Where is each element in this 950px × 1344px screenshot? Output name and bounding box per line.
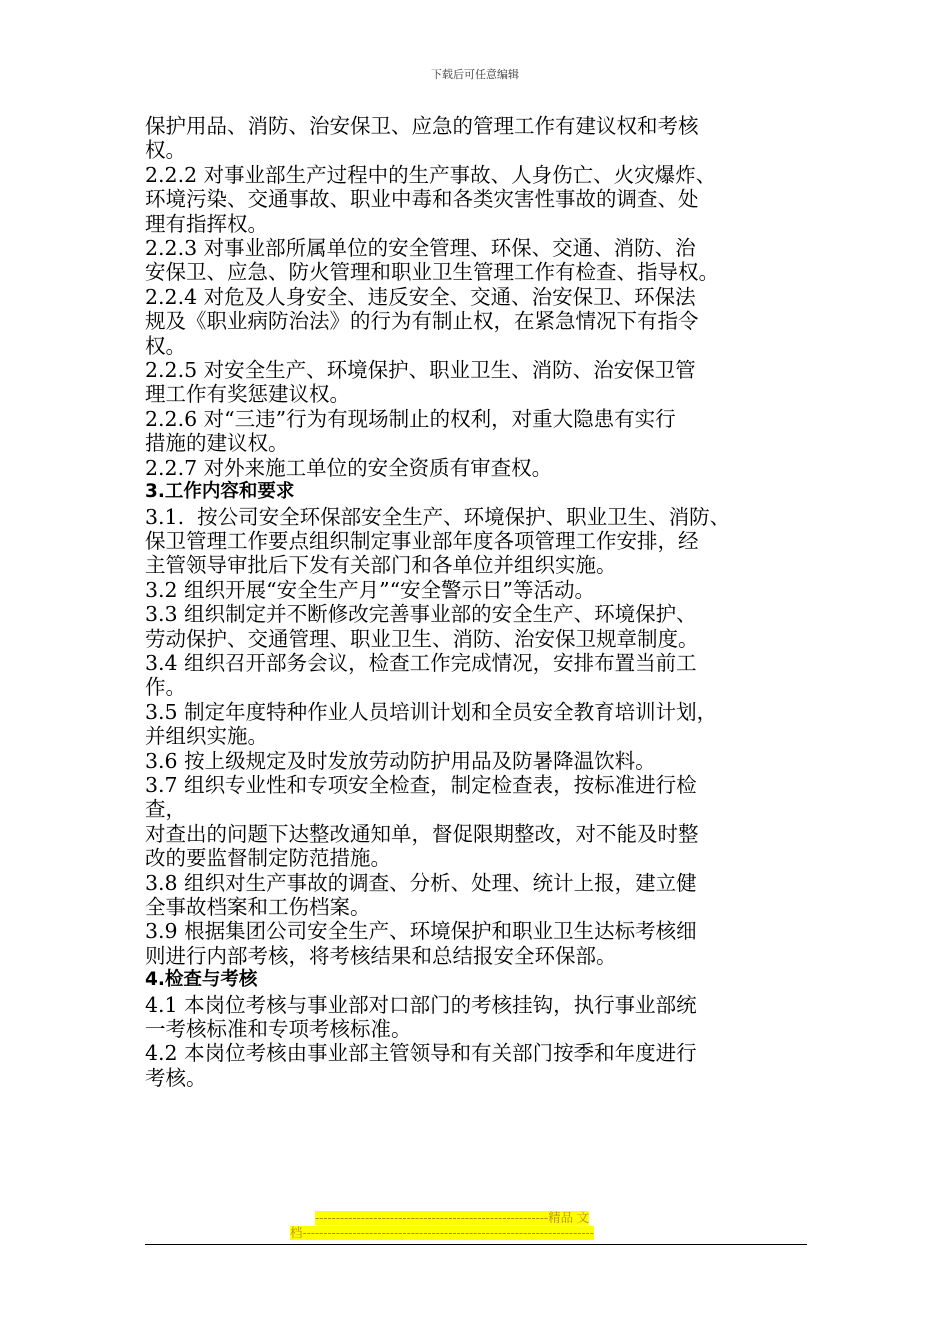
text-line: 理工作有奖惩建议权。	[145, 382, 350, 407]
text-line: 4.1 本岗位考核与事业部对口部门的考核挂钩，执行事业部统	[145, 992, 697, 1017]
text-line: 3.5 制定年度特种作业人员培训计划和全员安全教育培训计划，	[145, 699, 718, 724]
text-line: 考核。	[145, 1065, 207, 1090]
text-line: 劳动保护、交通管理、职业卫生、消防、治安保卫规章制度。	[145, 626, 699, 651]
section-heading: 4.检查与考核	[145, 969, 258, 991]
text-line: 查，	[145, 797, 186, 822]
text-line: 改的要监督制定防范措施。	[145, 846, 391, 871]
text-line: 安保卫、应急、防火管理和职业卫生管理工作有检查、指导权。	[145, 260, 719, 285]
text-line: 作。	[145, 675, 186, 700]
text-line: 3.6 按上级规定及时发放劳动防护用品及防暑降温饮料。	[145, 748, 656, 773]
text-line: 2.2.6 对“三违”行为有现场制止的权利，对重大隐患有实行	[145, 406, 676, 431]
text-line: 2.2.5 对安全生产、环境保护、职业卫生、消防、治安保卫管	[145, 358, 696, 383]
footer-rule	[145, 1244, 807, 1245]
text-line: 对查出的问题下达整改通知单，督促限期整改，对不能及时整	[145, 821, 699, 846]
text-line: 一考核标准和专项考核标准。	[145, 1017, 412, 1042]
text-line: 措施的建议权。	[145, 431, 289, 456]
page-footer	[290, 1211, 662, 1241]
text-line: 2.2.4 对危及人身安全、违反安全、交通、治安保卫、环保法	[145, 284, 696, 309]
text-line: 环境污染、交通事故、职业中毒和各类灾害性事故的调查、处	[145, 187, 699, 212]
text-line: 保护用品、消防、治安保卫、应急的管理工作有建议权和考核	[145, 114, 699, 138]
text-line: 2.2.2 对事业部生产过程中的生产事故、人身伤亡、火灾爆炸、	[145, 162, 717, 187]
section-heading: 3.工作内容和要求	[145, 481, 295, 503]
text-line: 3.3 组织制定并不断修改完善事业部的安全生产、环境保护、	[145, 602, 697, 627]
text-line: 权。	[145, 333, 186, 358]
text-line: 理有指挥权。	[145, 211, 268, 236]
text-line: 全事故档案和工伤档案。	[145, 895, 371, 919]
text-line: 权。	[145, 138, 186, 163]
text-line: 2.2.7 对外来施工单位的安全资质有审查权。	[145, 455, 553, 480]
text-line: 3.2 组织开展“安全生产月”“安全警示日”等活动。	[145, 577, 596, 602]
page-header: 下载后可任意编辑	[431, 68, 519, 81]
text-line: 4.2 本岗位考核由事业部主管领导和有关部门按季和年度进行	[145, 1041, 697, 1066]
text-line: 主管领导审批后下发有关部门和各单位并组织实施。	[145, 553, 617, 578]
text-line: 则进行内部考核，将考核结果和总结报安全环保部。	[145, 943, 617, 968]
text-line: 3.4 组织召开部务会议，检查工作完成情况，安排布置当前工	[145, 650, 697, 675]
text-line: 3.1. 按公司安全环保部安全生产、环境保护、职业卫生、消防、	[145, 504, 731, 529]
text-line: 3.8 组织对生产事故的调查、分析、处理、统计上报，建立健	[145, 870, 697, 895]
footer-line-2: 档----------------------------------------------------------------------	[290, 1226, 594, 1240]
document-body	[145, 114, 810, 1090]
text-line: 规及《职业病防治法》的行为有制止权，在紧急情况下有指令	[145, 309, 699, 334]
footer-line-1: --------------------------------------------------------精品 文	[315, 1211, 590, 1225]
text-line: 3.9 根据集团公司安全生产、环境保护和职业卫生达标考核细	[145, 919, 697, 944]
text-line: 3.7 组织专业性和专项安全检查，制定检查表，按标准进行检	[145, 772, 697, 797]
text-line: 保卫管理工作要点组织制定事业部年度各项管理工作安排，经	[145, 528, 699, 553]
text-line: 2.2.3 对事业部所属单位的安全管理、环保、交通、消防、治	[145, 236, 696, 261]
text-line: 并组织实施。	[145, 724, 268, 749]
